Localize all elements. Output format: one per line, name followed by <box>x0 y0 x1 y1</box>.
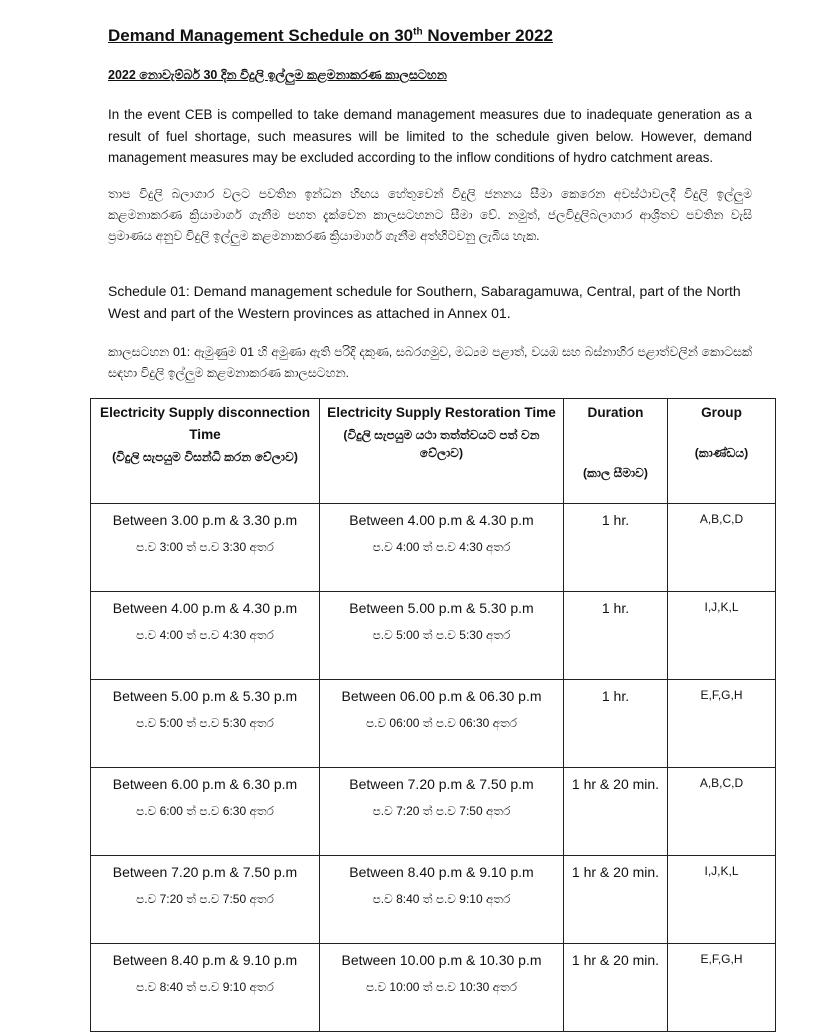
disconnection-time-si: ප.ව 6:00 ත් ප.ව 6:30 අතර <box>136 804 274 818</box>
table-header-row <box>91 399 776 504</box>
group-value: A,B,C,D <box>699 512 744 526</box>
schedule-description-english: Schedule 01: Demand management schedule for Southern, Sabaragamuwa, Central, part of the North West and part of the Western provinces as attached in Annex 01. <box>108 283 741 321</box>
disconnection-cell <box>91 944 320 1032</box>
disconnection-time-en: Between 4.00 p.m & 4.30 p.m <box>112 600 298 616</box>
restoration-cell <box>320 856 564 944</box>
disconnection-cell <box>91 856 320 944</box>
group-value: I,J,K,L <box>704 600 739 614</box>
disconnection-time-si: ප.ව 8:40 ත් ප.ව 9:10 අතර <box>136 980 274 994</box>
disconnection-time-si: ප.ව 7:20 ත් ප.ව 7:50 අතර <box>136 892 274 906</box>
header-duration-en: Duration <box>587 405 644 420</box>
restoration-time-en: Between 7.20 p.m & 7.50 p.m <box>349 776 534 792</box>
schedule-description-sinhala: කාලසටහන 01: ඇමුණුම 01 හි අමුණා ඇති පරිදි දකුණ, සබරගමුව, මධ්‍යම පළාත්, වයඹ සහ බස්නාහිර පළාත්වලින් කොටසක් සඳහා විදුලි ඉල්ලුම කළමනාකරණ කාලසටහන. <box>108 345 752 380</box>
restoration-cell <box>320 592 564 680</box>
header-restoration-en: Electricity Supply Restoration Time <box>327 405 556 420</box>
table-row <box>91 504 776 592</box>
intro-paragraph-english: In the event CEB is compelled to take demand management measures due to inadequate generation as a result of fuel shortage, such measures will be limited to the schedule given below. However, demand management measures may be excluded according to the inflow conditions of hydro catchment areas. <box>108 107 752 165</box>
duration-value: 1 hr. <box>601 688 630 704</box>
group-value: I,J,K,L <box>704 864 739 878</box>
duration-cell <box>564 592 668 680</box>
restoration-cell <box>320 944 564 1032</box>
disconnection-cell <box>91 768 320 856</box>
group-value: A,B,C,D <box>699 776 744 790</box>
group-cell <box>668 504 776 592</box>
table-row <box>91 768 776 856</box>
group-cell <box>668 592 776 680</box>
header-disconnection-si: (විදුලි සැපයුම විසන්ධි කරන වේලාව) <box>112 450 298 464</box>
header-group-si: (කාණ්ඩය) <box>694 446 749 460</box>
restoration-time-si: ප.ව 7:20 ත් ප.ව 7:50 අතර <box>372 804 511 818</box>
duration-value: 1 hr & 20 min. <box>571 776 660 792</box>
table-row <box>91 680 776 768</box>
restoration-time-en: Between 06.00 p.m & 06.30 p.m <box>341 688 542 704</box>
disconnection-cell <box>91 680 320 768</box>
header-disconnection-time <box>91 399 320 504</box>
duration-cell <box>564 944 668 1032</box>
restoration-time-si: ප.ව 4:00 ත් ප.ව 4:30 අතර <box>372 540 511 554</box>
restoration-cell <box>320 768 564 856</box>
group-cell <box>668 944 776 1032</box>
page-subtitle-sinhala: 2022 නොවැම්බර් 30 දින විදුලි ඉල්ලුම කළමනාකරණ කාලසටහන <box>108 68 447 82</box>
disconnection-time-en: Between 7.20 p.m & 7.50 p.m <box>112 864 298 880</box>
table-row <box>91 592 776 680</box>
group-cell <box>668 768 776 856</box>
restoration-time-en: Between 10.00 p.m & 10.30 p.m <box>341 952 542 968</box>
duration-cell <box>564 680 668 768</box>
disconnection-time-en: Between 5.00 p.m & 5.30 p.m <box>112 688 298 704</box>
disconnection-time-en: Between 6.00 p.m & 6.30 p.m <box>112 776 298 792</box>
restoration-time-en: Between 8.40 p.m & 9.10 p.m <box>349 864 534 880</box>
disconnection-time-si: ප.ව 3:00 ත් ප.ව 3:30 අතර <box>136 540 274 554</box>
group-cell <box>668 856 776 944</box>
table-row <box>91 856 776 944</box>
header-duration <box>564 399 668 504</box>
intro-paragraph-sinhala: තාප විදුලි බලාගාර වලට පවතින ඉන්ධන හිඟය හේතුවෙන් විදුලි ජනනය සීමා කෙරෙන අවස්ථාවලදී විදුලි ඉල්ලුම කළමනාකරණ ක්‍රියාමාර්ග ගැනීම පහත දැක්වෙන කාලසටහනට සීමා වේ. නමුත්, ජලවිදුලිබලාගාර ආශ්‍රිතව පවතින වැසි ප්‍රමාණය අනුව විදුලි ඉල්ලුම කළමනාකරණ ක්‍රියාමාර්ග ගැනීම අත්හිටවනු ලැබිය හැක. <box>108 187 752 243</box>
group-value: E,F,G,H <box>700 688 743 702</box>
restoration-time-si: ප.ව 06:00 ත් ප.ව 06:30 අතර <box>365 716 518 730</box>
header-restoration-time <box>320 399 564 504</box>
header-restoration-si: (විදුලි සැපයුම යථා තත්ත්වයට පත් වන වේලාව) <box>343 428 540 460</box>
schedule-table <box>90 398 776 1032</box>
restoration-time-si: ප.ව 10:00 ත් ප.ව 10:30 අතර <box>365 980 518 994</box>
title-superscript: th <box>413 26 423 38</box>
disconnection-time-si: ප.ව 4:00 ත් ප.ව 4:30 අතර <box>136 628 274 642</box>
header-duration-si: (කාල සීමාව) <box>582 466 648 480</box>
header-group-en: Group <box>701 405 742 420</box>
restoration-cell <box>320 504 564 592</box>
title-main: Demand Management Schedule on 30 <box>108 26 414 45</box>
disconnection-time-si: ප.ව 5:00 ත් ප.ව 5:30 අතර <box>136 716 274 730</box>
duration-value: 1 hr. <box>601 512 630 528</box>
header-group <box>668 399 776 504</box>
page-title <box>108 26 553 46</box>
restoration-time-si: ප.ව 8:40 ත් ප.ව 9:10 අතර <box>372 892 511 906</box>
restoration-cell <box>320 680 564 768</box>
restoration-time-si: ප.ව 5:00 ත් ප.ව 5:30 අතර <box>372 628 511 642</box>
duration-value: 1 hr & 20 min. <box>571 952 660 968</box>
duration-cell <box>564 504 668 592</box>
group-cell <box>668 680 776 768</box>
restoration-time-en: Between 5.00 p.m & 5.30 p.m <box>349 600 534 616</box>
disconnection-time-en: Between 8.40 p.m & 9.10 p.m <box>112 952 298 968</box>
disconnection-time-en: Between 3.00 p.m & 3.30 p.m <box>112 512 298 528</box>
table-row <box>91 944 776 1032</box>
duration-value: 1 hr. <box>601 600 630 616</box>
restoration-time-en: Between 4.00 p.m & 4.30 p.m <box>349 512 534 528</box>
header-disconnection-en: Electricity Supply disconnection Time <box>100 405 310 442</box>
disconnection-cell <box>91 592 320 680</box>
duration-cell <box>564 856 668 944</box>
title-date-suffix: November 2022 <box>422 26 553 45</box>
group-value: E,F,G,H <box>700 952 743 966</box>
disconnection-cell <box>91 504 320 592</box>
duration-value: 1 hr & 20 min. <box>571 864 660 880</box>
duration-cell <box>564 768 668 856</box>
